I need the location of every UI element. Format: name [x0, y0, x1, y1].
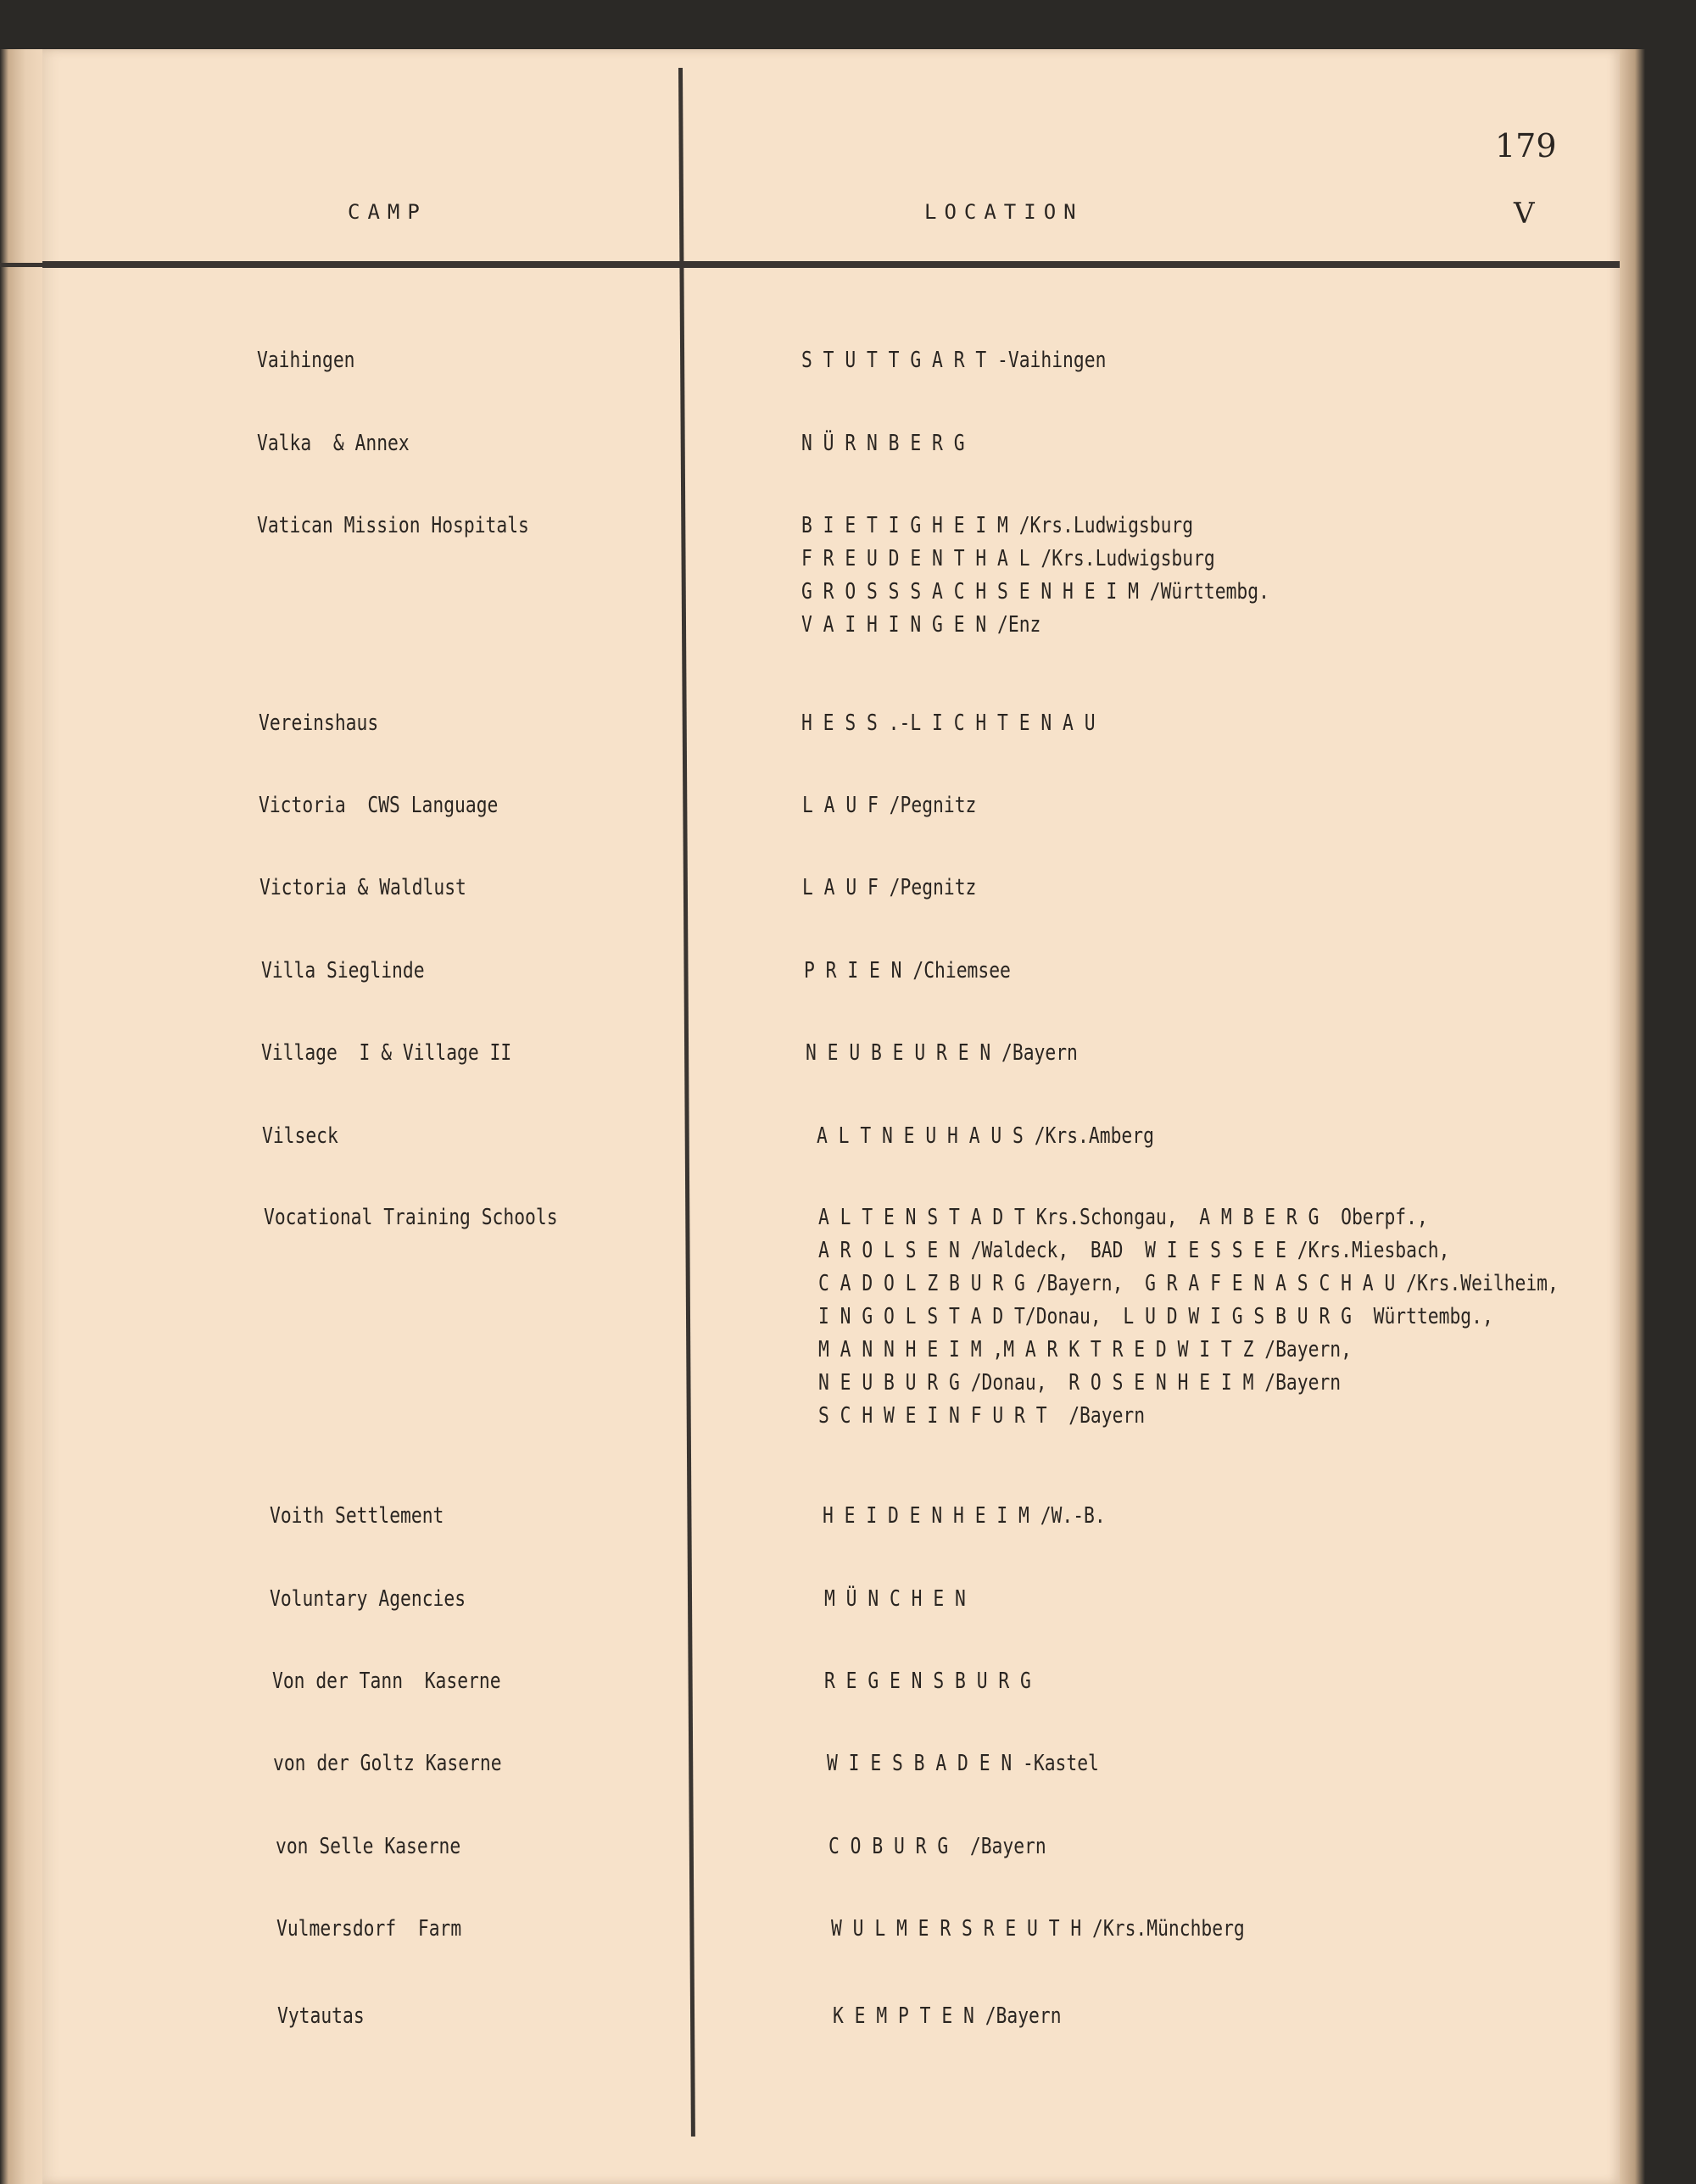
location-line: G R O S S S A C H S E N H E I M /Württembg.	[801, 579, 1269, 604]
location-line: N Ü R N B E R G	[801, 431, 965, 456]
adjacent-page-rule	[0, 263, 42, 267]
header-rule	[42, 261, 1620, 268]
camp-name: Vatican Mission Hospitals	[257, 513, 529, 538]
camp-name: Vulmersdorf Farm	[276, 1916, 462, 1942]
camp-name: Voluntary Agencies	[270, 1586, 466, 1612]
location-line: N E U B E U R E N /Bayern	[806, 1040, 1078, 1066]
location-line: W I E S B A D E N -Kastel	[827, 1751, 1099, 1776]
camp-name: Vytautas	[277, 2003, 365, 2029]
camp-name: Vilseck	[262, 1123, 338, 1149]
location-line: R E G E N S B U R G	[824, 1669, 1031, 1694]
location-line: L A U F /Pegnitz	[802, 793, 977, 818]
location-line: M Ü N C H E N	[824, 1586, 966, 1612]
adjacent-page-edge	[0, 49, 42, 2184]
camp-name: von der Goltz Kaserne	[273, 1751, 502, 1776]
camp-name: Valka & Annex	[257, 431, 410, 456]
location-line: N E U B U R G /Donau, R O S E N H E I M /Bayern	[818, 1370, 1342, 1396]
camp-name: Village I & Village II	[261, 1040, 512, 1066]
location-line: M A N N H E I M ,M A R K T R E D W I T Z /Bayern,	[818, 1337, 1352, 1362]
location-line: S T U T T G A R T -Vaihingen	[801, 348, 1107, 373]
location-line: L A U F /Pegnitz	[802, 875, 977, 900]
camp-name: Vereinshaus	[259, 710, 379, 736]
location-line: C O B U R G /Bayern	[828, 1834, 1046, 1859]
location-line: S C H W E I N F U R T /Bayern	[818, 1403, 1146, 1429]
location-line: B I E T I G H E I M /Krs.Ludwigsburg	[801, 513, 1194, 538]
location-line: H E I D E N H E I M /W.-B.	[823, 1503, 1106, 1529]
section-letter: V	[1514, 197, 1535, 231]
camp-name: Von der Tann Kaserne	[272, 1669, 501, 1694]
camp-name: Victoria & Waldlust	[259, 875, 466, 900]
location-line: W U L M E R S R E U T H /Krs.Münchberg	[831, 1916, 1245, 1942]
location-line: V A I H I N G E N /Enz	[801, 612, 1041, 638]
camp-name: Villa Sieglinde	[261, 958, 425, 983]
location-line: K E M P T E N /Bayern	[833, 2003, 1062, 2029]
location-line: A L T E N S T A D T Krs.Schongau, A M B E R G Oberpf.,	[818, 1205, 1428, 1230]
page-number: 179	[1495, 127, 1557, 164]
location-line: H E S S .-L I C H T E N A U	[801, 710, 1096, 736]
location-line: P R I E N /Chiemsee	[804, 958, 1011, 983]
location-line: I N G O L S T A D T/Donau, L U D W I G S B U R G Württembg.,	[818, 1304, 1493, 1329]
camp-name: Vaihingen	[257, 348, 355, 373]
camp-name: Voith Settlement	[270, 1503, 444, 1529]
location-line: F R E U D E N T H A L /Krs.Ludwigsburg	[801, 546, 1215, 571]
location-line: C A D O L Z B U R G /Bayern, G R A F E N A S C H A U /Krs.Weilheim,	[818, 1271, 1559, 1296]
camp-column-header: CAMP	[348, 200, 427, 224]
page-edge-shadow	[1620, 49, 1645, 2184]
location-column-header: LOCATION	[924, 200, 1084, 224]
location-line: A R O L S E N /Waldeck, BAD W I E S S E E /Krs.Miesbach,	[818, 1238, 1450, 1263]
camp-name: von Selle Kaserne	[276, 1834, 461, 1859]
camp-name: Victoria CWS Language	[259, 793, 499, 818]
location-line: A L T N E U H A U S /Krs.Amberg	[817, 1123, 1154, 1149]
camp-name: Vocational Training Schools	[264, 1205, 558, 1230]
